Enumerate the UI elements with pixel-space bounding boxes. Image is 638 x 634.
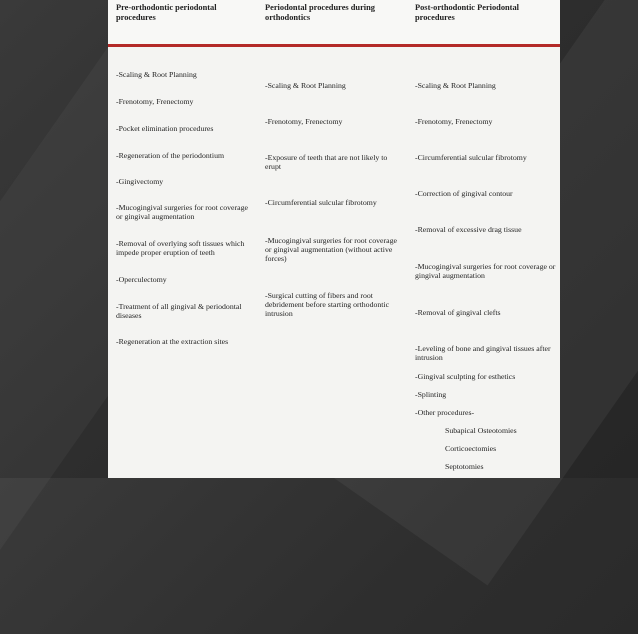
post-item: -Mucogingival surgeries for root coverage or gingival augmentation	[415, 262, 556, 281]
during-item: -Circumferential sulcular fibrotomy	[265, 198, 377, 207]
pre-item: -Scaling & Root Planning	[116, 70, 197, 79]
post-subitem: Subapical Osteotomies	[445, 426, 517, 435]
pre-item: -Pocket elimination procedures	[116, 124, 214, 133]
pre-item: -Removal of overlying soft tissues which impede proper eruption of teeth	[116, 239, 245, 258]
header-pre-orthodontic: Pre-orthodontic periodontal procedures	[116, 3, 217, 22]
post-item: -Scaling & Root Planning	[415, 81, 496, 90]
pre-item: -Operculectomy	[116, 275, 167, 284]
post-item: -Other procedures-	[415, 408, 475, 417]
during-item: -Surgical cutting of fibers and root debridement before starting orthodontic intrusion	[265, 291, 390, 319]
post-item: -Gingival sculpting for esthetics	[415, 372, 516, 381]
pre-item: -Regeneration of the periodontium	[116, 151, 225, 160]
during-item: -Scaling & Root Planning	[265, 81, 346, 90]
during-item: -Mucogingival surgeries for root coverage or gingival augmentation (without active forces)	[265, 236, 397, 264]
post-item: -Removal of excessive drag tissue	[415, 225, 522, 234]
header-post-orthodontic: Post-orthodontic Periodontal procedures	[415, 3, 519, 22]
pre-item: -Regeneration at the extraction sites	[116, 337, 229, 346]
pre-item: -Mucogingival surgeries for root coverage or gingival augmentation	[116, 203, 248, 222]
post-item: -Circumferential sulcular fibrotomy	[415, 153, 527, 162]
post-item: -Removal of gingival clefts	[415, 308, 501, 317]
post-item: -Leveling of bone and gingival tissues after intrusion	[415, 344, 551, 363]
slide	[108, 0, 560, 478]
post-subitem: Septotomies	[445, 462, 484, 471]
pre-item: -Frenotomy, Frenectomy	[116, 97, 194, 106]
pre-item: -Treatment of all gingival & periodontal diseases	[116, 302, 242, 321]
post-item: -Frenotomy, Frenectomy	[415, 117, 493, 126]
post-item: -Correction of gingival contour	[415, 189, 513, 198]
table-header	[108, 0, 560, 47]
during-item: -Frenotomy, Frenectomy	[265, 117, 343, 126]
pre-item: -Gingivectomy	[116, 177, 164, 186]
during-item: -Exposure of teeth that are not likely to erupt	[265, 153, 388, 172]
header-during-orthodontics: Periodontal procedures during orthodontics	[265, 3, 375, 22]
post-subitem: Corticoectomies	[445, 444, 497, 453]
post-item: -Splinting	[415, 390, 447, 399]
